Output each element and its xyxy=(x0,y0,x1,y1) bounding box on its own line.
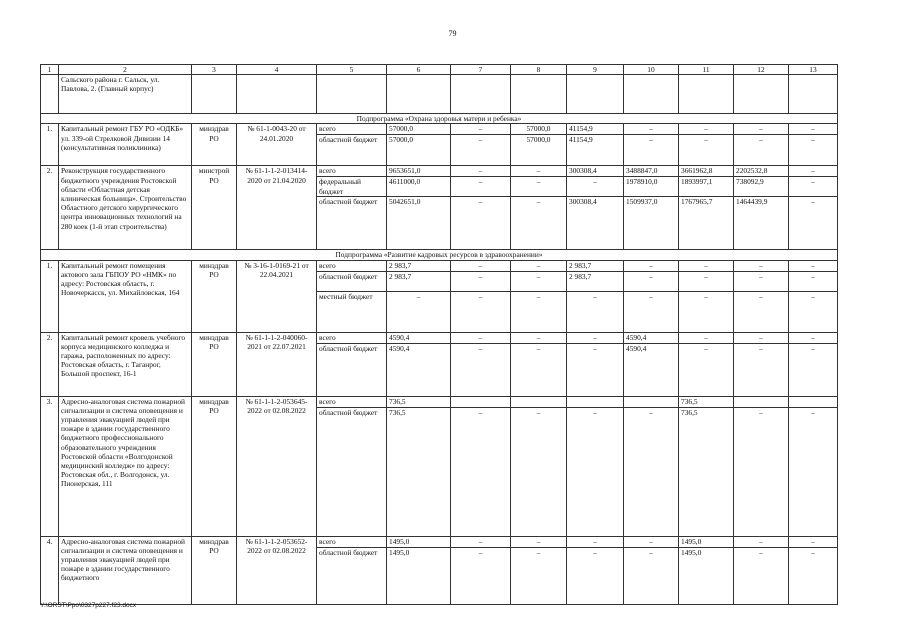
amount-cell xyxy=(789,396,838,407)
col-header: 12 xyxy=(734,65,789,75)
amount-cell: 57000,0 xyxy=(511,124,567,135)
amount-cell: – xyxy=(734,407,789,536)
amount-cell: – xyxy=(511,547,567,604)
agency: минздрав РО xyxy=(192,260,237,332)
row-number: 2. xyxy=(41,332,59,396)
amount-cell: 1495,0 xyxy=(679,547,734,604)
amount-cell: – xyxy=(734,536,789,547)
row-number: 3. xyxy=(41,396,59,536)
amount-cell: 1495,0 xyxy=(679,536,734,547)
page-number: 79 xyxy=(448,29,457,38)
amount-cell: – xyxy=(679,343,734,396)
funding-source: всего xyxy=(317,332,387,343)
empty-cell xyxy=(451,75,511,114)
amount-cell: – xyxy=(734,332,789,343)
col-header: 13 xyxy=(789,65,838,75)
amount-cell: – xyxy=(624,407,679,536)
amount-cell: 2 983,7 xyxy=(567,271,624,291)
amount-cell: – xyxy=(451,343,511,396)
amount-cell: – xyxy=(451,536,511,547)
amount-cell: – xyxy=(511,177,567,197)
amount-cell: – xyxy=(511,271,567,291)
project-document: № 61-1-1-2-053645-2022 от 02.08.2022 xyxy=(237,396,317,536)
carry-over-row xyxy=(41,75,838,114)
col-header: 8 xyxy=(511,65,567,75)
amount-cell: – xyxy=(789,166,838,177)
amount-cell: 57000,0 xyxy=(387,135,451,166)
amount-cell: – xyxy=(451,166,511,177)
amount-cell: – xyxy=(789,536,838,547)
project-document: № 61-1-0043-20 от 24.01.2020 xyxy=(237,124,317,166)
amount-cell: – xyxy=(451,332,511,343)
column-number-row xyxy=(41,65,838,75)
amount-cell: – xyxy=(451,260,511,271)
amount-cell: 2 983,7 xyxy=(567,260,624,271)
funding-source: местный бюджет xyxy=(317,291,387,332)
col-header: 9 xyxy=(567,65,624,75)
amount-cell: – xyxy=(451,271,511,291)
amount-cell: 736,5 xyxy=(679,407,734,536)
amount-cell: 300308,4 xyxy=(567,197,624,250)
amount-cell: – xyxy=(789,135,838,166)
amount-cell: 736,5 xyxy=(679,396,734,407)
amount-cell: 4590,4 xyxy=(387,343,451,396)
amount-cell: – xyxy=(567,343,624,396)
amount-cell xyxy=(511,396,567,407)
subprogram-header-row xyxy=(41,114,838,124)
amount-cell: – xyxy=(789,177,838,197)
amount-cell: – xyxy=(511,332,567,343)
amount-cell: 2 983,7 xyxy=(387,271,451,291)
amount-cell: 2 983,7 xyxy=(387,260,451,271)
amount-cell: – xyxy=(734,547,789,604)
amount-cell: 300308,4 xyxy=(567,166,624,177)
empty-cell xyxy=(624,75,679,114)
amount-cell: – xyxy=(387,291,451,332)
col-header: 6 xyxy=(387,65,451,75)
amount-cell: – xyxy=(624,271,679,291)
amount-cell: – xyxy=(734,124,789,135)
table-row xyxy=(41,396,838,407)
amount-cell: 41154,9 xyxy=(567,124,624,135)
row-number: 2. xyxy=(41,166,59,250)
table-row xyxy=(41,536,838,547)
empty-cell xyxy=(679,75,734,114)
object-name: Адресно-аналоговая система пожарной сигнализации и система оповещения и управления эвакуацией людей при пожаре в здании государственного бюджетного профессионального образовательного учреждения Ростовской области «Волгодонской медицинский колледж» по адресу: Ростовская обл., г. Волгодонск, ул. Пионерская, 111 xyxy=(59,396,192,536)
funding-source: федеральный бюджет xyxy=(317,177,387,197)
funding-source: всего xyxy=(317,536,387,547)
amount-cell: – xyxy=(789,343,838,396)
table-row xyxy=(41,332,838,343)
amount-cell: – xyxy=(511,166,567,177)
amount-cell xyxy=(451,396,511,407)
amount-cell: 1978910,0 xyxy=(624,177,679,197)
amount-cell: – xyxy=(679,135,734,166)
subprogram-header-row xyxy=(41,250,838,260)
project-document: № 61-1-1-2-053652-2022 от 02.08.2022 xyxy=(237,536,317,604)
empty-cell xyxy=(317,75,387,114)
amount-cell: – xyxy=(511,536,567,547)
amount-cell: 57000,0 xyxy=(387,124,451,135)
empty-cell xyxy=(192,75,237,114)
amount-cell: – xyxy=(734,291,789,332)
table-row xyxy=(41,260,838,271)
amount-cell: – xyxy=(451,197,511,250)
amount-cell: – xyxy=(511,407,567,536)
amount-cell: – xyxy=(789,407,838,536)
subprogram-title: Подпрограмма «Охрана здоровья матери и ребенка» xyxy=(41,114,838,124)
funding-source: областной бюджет xyxy=(317,197,387,250)
amount-cell: – xyxy=(567,332,624,343)
agency: минздрав РО xyxy=(192,536,237,604)
amount-cell: – xyxy=(734,271,789,291)
amount-cell: 4590,4 xyxy=(624,343,679,396)
amount-cell: – xyxy=(789,197,838,250)
amount-cell: 4611000,0 xyxy=(387,177,451,197)
amount-cell: – xyxy=(451,124,511,135)
object-name: Сальского района г. Сальск, ул. Павлова, 2. (Главный корпус) xyxy=(59,75,192,114)
empty-cell xyxy=(387,75,451,114)
amount-cell: – xyxy=(624,536,679,547)
amount-cell: – xyxy=(451,547,511,604)
amount-cell: 736,5 xyxy=(387,407,451,536)
file-path-footer: Y:\ORST\Ppo\0327p227.f23.docx xyxy=(40,602,137,609)
amount-cell: – xyxy=(511,291,567,332)
amount-cell: – xyxy=(679,271,734,291)
amount-cell: 738092,9 xyxy=(734,177,789,197)
amount-cell: 1767965,7 xyxy=(679,197,734,250)
amount-cell xyxy=(734,396,789,407)
amount-cell: 4590,4 xyxy=(387,332,451,343)
table-row xyxy=(41,166,838,177)
agency: минздрав РО xyxy=(192,396,237,536)
amount-cell: – xyxy=(789,332,838,343)
col-header: 2 xyxy=(59,65,192,75)
amount-cell: – xyxy=(679,124,734,135)
funding-source: всего xyxy=(317,124,387,135)
col-header: 3 xyxy=(192,65,237,75)
amount-cell: – xyxy=(567,407,624,536)
amount-cell: – xyxy=(679,332,734,343)
amount-cell xyxy=(624,396,679,407)
row-number: 4. xyxy=(41,536,59,604)
funding-source: всего xyxy=(317,166,387,177)
amount-cell: 1495,0 xyxy=(387,536,451,547)
col-header: 7 xyxy=(451,65,511,75)
amount-cell: – xyxy=(734,135,789,166)
funding-source: всего xyxy=(317,260,387,271)
amount-cell: – xyxy=(624,260,679,271)
amount-cell: – xyxy=(789,547,838,604)
amount-cell: – xyxy=(511,260,567,271)
col-header: 11 xyxy=(679,65,734,75)
object-name: Капитальный ремонт кровель учебного корпуса медицинского колледжа и гаража, расположенных по адресу: Ростовская область, г. Таганрог, Большой проспект, 16-1 xyxy=(59,332,192,396)
amount-cell: – xyxy=(789,124,838,135)
agency: минздрав РО xyxy=(192,332,237,396)
amount-cell: 4590,4 xyxy=(624,332,679,343)
amount-cell: 1464439,9 xyxy=(734,197,789,250)
col-header: 1 xyxy=(41,65,59,75)
project-document: № 61-1-1-2-040060-2021 от 22.07.2021 xyxy=(237,332,317,396)
amount-cell: – xyxy=(624,124,679,135)
amount-cell: 2202532,8 xyxy=(734,166,789,177)
row-number xyxy=(41,75,59,114)
col-header: 10 xyxy=(624,65,679,75)
amount-cell: – xyxy=(451,291,511,332)
project-document: № 61-1-1-2-013414-2020 от 21.04.2020 xyxy=(237,166,317,250)
object-name: Реконструкция государственного бюджетного учреждения Ростовской области «Областная детская клиническая больница». Строительство Областного детского хирургического центра инновационных технологий на 280 коек (1-й этап строительства) xyxy=(59,166,192,250)
amount-cell: 3661962,8 xyxy=(679,166,734,177)
col-header: 5 xyxy=(317,65,387,75)
amount-cell: – xyxy=(451,177,511,197)
amount-cell: – xyxy=(567,536,624,547)
amount-cell: 1495,0 xyxy=(387,547,451,604)
investment-table xyxy=(40,64,838,605)
object-name: Капитальный ремонт ГБУ РО «ОДКБ» ул. 339-ой Стрелковой Дивизии 14 (консультативная поликлиника) xyxy=(59,124,192,166)
funding-source: областной бюджет xyxy=(317,135,387,166)
amount-cell: 9653651,0 xyxy=(387,166,451,177)
funding-source: всего xyxy=(317,396,387,407)
amount-cell: – xyxy=(679,260,734,271)
empty-cell xyxy=(567,75,624,114)
amount-cell: 57000,0 xyxy=(511,135,567,166)
table-row xyxy=(41,124,838,135)
amount-cell xyxy=(567,396,624,407)
funding-source: областной бюджет xyxy=(317,343,387,396)
subprogram-title: Подпрограмма «Развитие кадровых ресурсов в здравоохранении» xyxy=(41,250,838,260)
amount-cell: – xyxy=(567,177,624,197)
amount-cell: 5042651,0 xyxy=(387,197,451,250)
empty-cell xyxy=(511,75,567,114)
amount-cell: – xyxy=(789,260,838,271)
amount-cell: 1509937,0 xyxy=(624,197,679,250)
object-name: Капитальный ремонт помещения актового зала ГБПОУ РО «НМК» по адресу: Ростовская область, г. Новочеркасск, ул. Михайловская, 164 xyxy=(59,260,192,332)
agency: минздрав РО xyxy=(192,124,237,166)
amount-cell: – xyxy=(789,271,838,291)
table-body xyxy=(41,65,838,605)
empty-cell xyxy=(237,75,317,114)
amount-cell: – xyxy=(511,343,567,396)
empty-cell xyxy=(789,75,838,114)
amount-cell: – xyxy=(789,291,838,332)
amount-cell: – xyxy=(511,197,567,250)
amount-cell: – xyxy=(567,291,624,332)
amount-cell: – xyxy=(567,547,624,604)
col-header: 4 xyxy=(237,65,317,75)
amount-cell: – xyxy=(624,547,679,604)
empty-cell xyxy=(734,75,789,114)
object-name: Адресно-аналоговая система пожарной сигнализации и система оповещения и управления эвакуацией людей при пожаре в здании государственного бюджетного xyxy=(59,536,192,604)
funding-source: областной бюджет xyxy=(317,271,387,291)
agency: минстрой РО xyxy=(192,166,237,250)
amount-cell: – xyxy=(734,260,789,271)
amount-cell: – xyxy=(734,343,789,396)
amount-cell: 41154,9 xyxy=(567,135,624,166)
funding-source: областной бюджет xyxy=(317,407,387,536)
amount-cell: – xyxy=(624,291,679,332)
project-document: № 3-16-1-0169-21 от 22.04.2021 xyxy=(237,260,317,332)
amount-cell: 736,5 xyxy=(387,396,451,407)
amount-cell: 1893997,1 xyxy=(679,177,734,197)
amount-cell: – xyxy=(451,407,511,536)
amount-cell: – xyxy=(624,135,679,166)
amount-cell: – xyxy=(679,291,734,332)
amount-cell: – xyxy=(451,135,511,166)
amount-cell: 3488847,0 xyxy=(624,166,679,177)
funding-source: областной бюджет xyxy=(317,547,387,604)
row-number: 1. xyxy=(41,124,59,166)
row-number: 1. xyxy=(41,260,59,332)
